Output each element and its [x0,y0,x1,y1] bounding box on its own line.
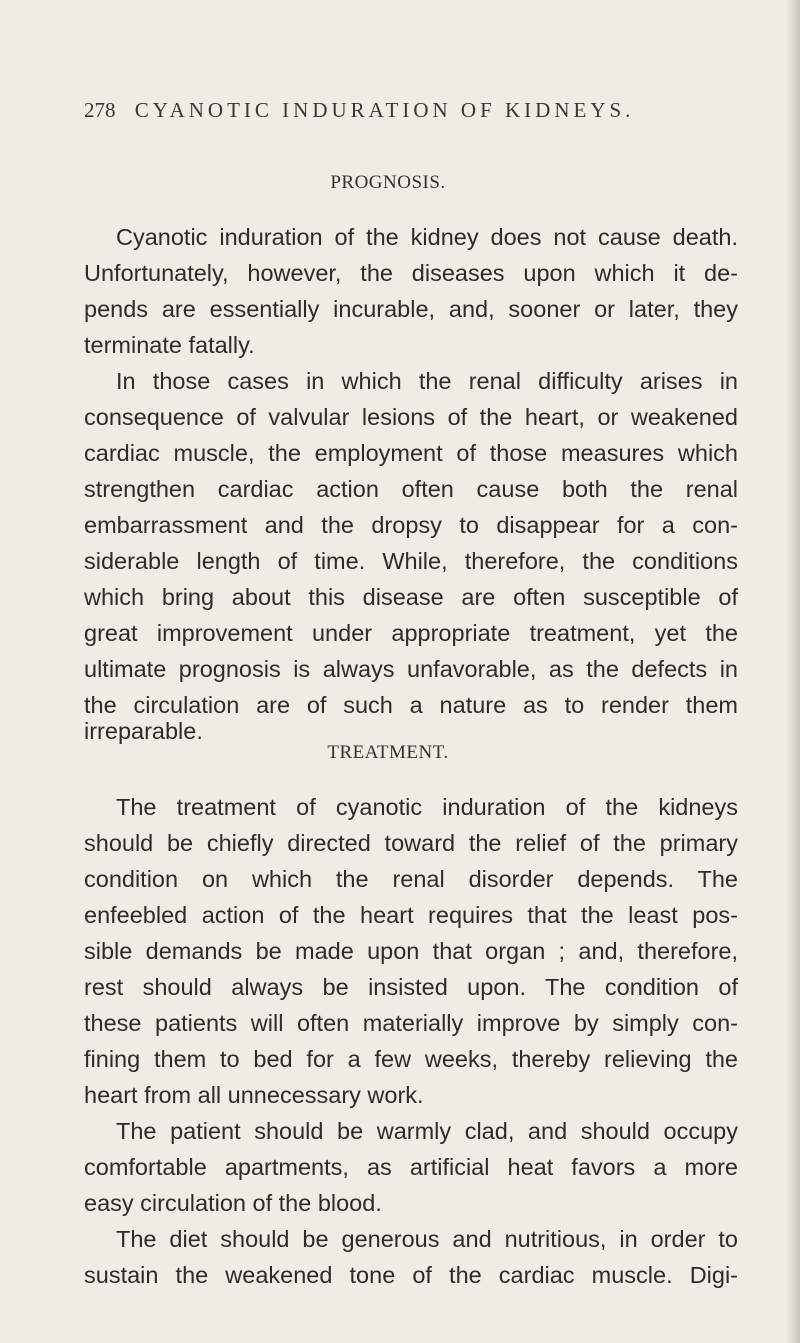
text-line: consequence of valvular lesions of the heart, or weakened [84,404,738,430]
page-edge-shadow [786,0,800,1343]
running-title: CYANOTIC INDURATION OF KIDNEYS. [134,98,635,122]
text-line: The diet should be generous and nutritious, in order to [116,1226,738,1252]
text-line: these patients will often materially improve by simply con- [84,1010,738,1036]
text-line: rest should always be insisted upon. The condition of [84,974,738,1000]
text-line: embarrassment and the dropsy to disappear for a con- [84,512,738,538]
text-line: ultimate prognosis is always unfavorable, as the defects in [84,656,738,682]
text-line: terminate fatally. [84,332,255,358]
text-line: enfeebled action of the heart requires that the least pos- [84,902,738,928]
text-line: siderable length of time. While, therefore, the conditions [84,548,738,574]
text-line: easy circulation of the blood. [84,1190,382,1216]
text-line: condition on which the renal disorder depends. The [84,866,738,892]
text-line: irreparable. [84,718,203,744]
section-heading-treatment: TREATMENT. [327,742,449,763]
running-header [84,98,704,123]
text-line: The patient should be warmly clad, and should occupy [116,1118,738,1144]
text-line: strengthen cardiac action often cause both the renal [84,476,738,502]
text-line: In those cases in which the renal difficulty arises in [116,368,738,394]
text-line: pends are essentially incurable, and, sooner or later, they [84,296,738,322]
text-line: Unfortunately, however, the diseases upon which it de- [84,260,738,286]
text-line: the circulation are of such a nature as to render them [84,692,738,718]
page-number: 278 [84,98,116,122]
text-line: The treatment of cyanotic induration of the kidneys [116,794,738,820]
text-line: great improvement under appropriate treatment, yet the [84,620,738,646]
text-line: heart from all unnecessary work. [84,1082,424,1108]
text-line: sible demands be made upon that organ ; and, therefore, [84,938,738,964]
section-heading-prognosis: PROGNOSIS. [330,172,446,193]
text-line: comfortable apartments, as artificial heat favors a more [84,1154,738,1180]
text-line: cardiac muscle, the employment of those measures which [84,440,738,466]
text-line: should be chiefly directed toward the relief of the primary [84,830,738,856]
text-line: fining them to bed for a few weeks, thereby relieving the [84,1046,738,1072]
text-line: Cyanotic induration of the kidney does not cause death. [116,224,738,250]
text-line: which bring about this disease are often susceptible of [84,584,738,610]
text-line: sustain the weakened tone of the cardiac muscle. Digi- [84,1262,738,1288]
